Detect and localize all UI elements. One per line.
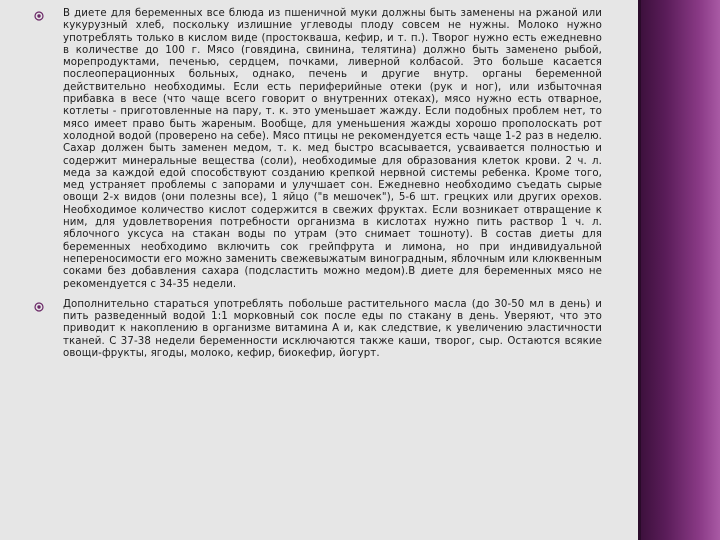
bullet-item-1	[34, 8, 602, 291]
bullet-list	[34, 8, 602, 360]
bullet-ring-icon	[34, 302, 44, 312]
bullet-text-1: В диете для беременных все блюда из пшеничной муки должны быть заменены на ржаной или кукурузный хлеб, поскольку излишние углеводы плоду совсем не нужны. Молоко нужно употреблять только в кислом виде (простокваша, кефир, и т. п.). Творог нужно есть ежедневно в количестве до 100 г. Мясо (говядина, свинина, телятина) должно быть заменено рыбой, морепродуктами, печенью, сердцем, почками, ливерной колбасой. Это больше касается послеоперационных больных, однако, печень и другие внутр. органы беременной действительно необходимы. Если есть периферийные отеки (рук и ног), или избыточная прибавка в весе (что чаще всего говорит о внутренних отеках), мясо нужно есть отварное, котлеты - приготовленные на пару, т. к. это уменьшает жажду. Если подобных проблем нет, то мясо имеет право быть жареным. Вообще, для уменьшения жажды хорошо прополоскать рот холодной водой (проверено на себе). Мясо птицы не рекомендуется есть чаще 1-2 раз в неделю. Сахар должен быть заменен медом, т. к. мед быстро всасывается, усваивается полностью и содержит минеральные вещества (соли), необходимые для образования клеток крови. 2 ч. л. меда за каждой едой способствуют созданию крепкой нервной системы ребенка. Кроме того, мед устраняет проблемы с запорами и улучшает сон. Ежедневно необходимо съедать сырые овощи 2-х видов (они полезны все), 1 яйцо ("в мешочек"), 5-6 шт. грецких или других орехов. Необходимое количество кислот содержится в свежих фруктах. Если возникает отвращение к ним, для удовлетворения потребности организма в кислотах нужно пить раствор 1 ч. л. яблочного уксуса на стакан воды по утрам (это снимает тошноту). В состав диеты для беременных необходимо включить сок грейпфрута и лимона, но при индивидуальной непереносимости его можно заменить свежевыжатым виноградным, яблочным или клюквенным соками без добавления сахара (подсластить можно медом).В диете для беременных мясо не рекомендуется с 34-35 недели.	[63, 8, 602, 290]
decorative-side-band	[638, 0, 720, 540]
bullet-text-2: Дополнительно стараться употреблять побольше растительного масла (до 30-50 мл в день) и пить разведенный водой 1:1 морковный сок после еды по стакану в день. Уверяют, что это приводит к накоплению в организме витамина А и, как следствие, к увеличению эластичности тканей. С 37-38 недели беременности исключаются также каши, творог, сыр. Остаются всякие овощи-фрукты, ягоды, молоко, кефир, биокефир, йогурт.	[63, 298, 602, 360]
bullet-item-2	[34, 299, 602, 360]
bullet-ring-icon	[34, 11, 44, 21]
